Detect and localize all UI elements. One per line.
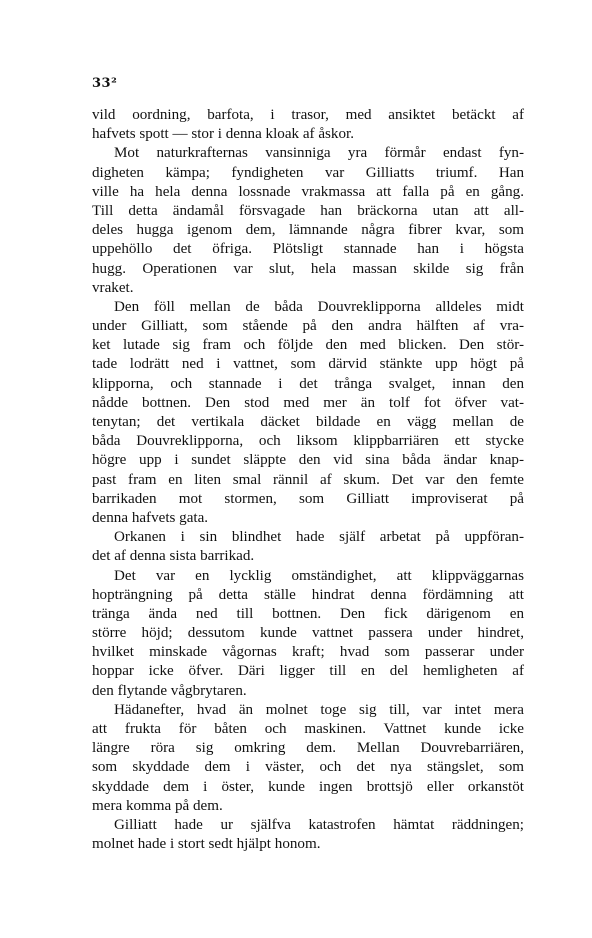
body-text <box>92 106 524 854</box>
text-line: hoppar icke öfver. Däri ligger till en del hemligheten af <box>92 663 524 680</box>
text-line: Mot naturkrafternas vansinniga yra förmår endast fyn- <box>114 145 524 162</box>
text-line: Orkanen i sin blindhet hade själf arbetat på uppföran- <box>114 529 524 546</box>
text-line: tade lodrätt ned i vattnet, som därvid stänkte upp högt på <box>92 356 524 373</box>
text-line: hopträngning på detta ställe hindrat denna fördämning att <box>92 586 524 603</box>
text-line: ket lutade sig fram och följde den med blicken. Den stör- <box>92 337 524 354</box>
text-line: mera komma på dem. <box>92 797 223 814</box>
text-line: barrikaden mot stormen, som Gilliatt improviserat på <box>92 490 524 507</box>
text-line: molnet hade i stort sedt hjälpt honom. <box>92 836 321 853</box>
text-line: under Gilliatt, som stående på den andra hälften af vra- <box>92 318 524 335</box>
text-line: tränga ända ned till bottnen. Den fick därigenom en <box>92 605 524 622</box>
text-line: större höjd; dessutom kunde vattnet passera under hindret, <box>92 625 524 642</box>
text-line: båda Douvreklipporna, och liksom klippbarriären ett stycke <box>92 433 524 450</box>
text-line: denna hafvets gata. <box>92 509 209 526</box>
text-line: vraket. <box>92 279 134 296</box>
text-line: som skyddade dem i väster, och det nya stängslet, som <box>92 759 524 776</box>
text-line: skyddade dem i öster, kunde ingen brottsjö eller orkanstöt <box>92 778 524 795</box>
text-line: Hädanefter, hvad än molnet toge sig till, var intet mera <box>114 701 524 718</box>
text-line: den flytande vågbrytaren. <box>92 682 247 699</box>
text-line: Den föll mellan de båda Douvreklipporna alldeles midt <box>114 298 524 315</box>
text-line: past fram en liten smal rännil af skum. Det var den femte <box>92 471 524 488</box>
page-number: 33² <box>92 76 118 91</box>
text-line: Gilliatt hade ur själfva katastrofen hämtat räddningen; <box>114 816 524 833</box>
text-line: att frukta för båten och maskinen. Vattnet kunde icke <box>92 721 524 737</box>
text-line: ville ha hela denna lossnade vrakmassa att falla på en gång. <box>92 183 524 200</box>
text-line: vild oordning, barfota, i trasor, med ansiktet betäckt af <box>92 107 524 123</box>
text-line: hvilket minskade vågornas kraft; hvad som passerar under <box>92 644 524 661</box>
text-line: hafvets spott — stor i denna kloak af åskor. <box>92 126 354 143</box>
text-line: längre röra sig omkring dem. Mellan Douvrebarriären, <box>92 740 524 757</box>
text-line: nådde bottnen. Den stod med mer än tolf fot öfver vat- <box>92 394 524 411</box>
text-line: Det var en lycklig omständighet, att klippväggarnas <box>114 567 524 584</box>
text-line: tenytan; det vertikala däcket bildade en vägg mellan de <box>92 414 524 430</box>
text-line: deles hugga igenom dem, lämnande några fibrer kvar, som <box>92 222 524 239</box>
text-line: högre upp i sundet släppte den vid sina båda ändar knap- <box>92 452 524 469</box>
text-line: digheten kämpa; fyndigheten var Gilliatts triumf. Han <box>92 164 524 181</box>
text-line: Till detta ändamål försvagade han bräckorna utan att all- <box>92 202 524 219</box>
text-line: uppehöllo det öfriga. Plötsligt stannade han i högsta <box>92 241 524 258</box>
text-line: det af denna sista barrikad. <box>92 548 255 565</box>
text-line: klipporna, och stannade i det trånga svalget, innan den <box>92 375 524 392</box>
text-line: hugg. Operationen var slut, hela massan skilde sig från <box>92 260 524 277</box>
